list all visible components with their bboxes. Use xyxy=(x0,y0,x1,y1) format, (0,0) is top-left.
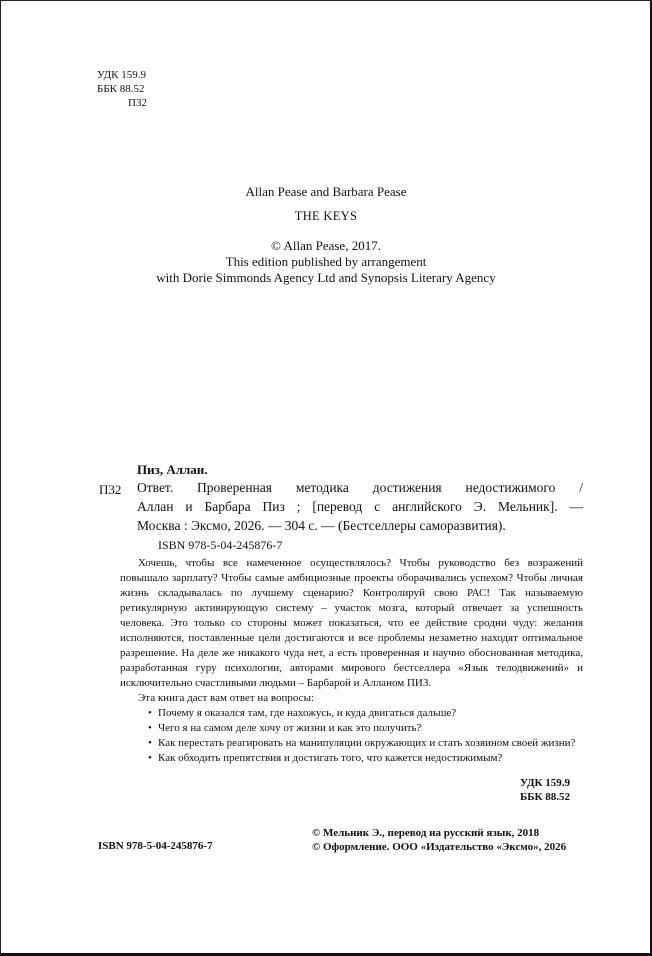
original-authors: Allan Pease and Barbara Pease xyxy=(245,184,407,199)
udk-code: УДК 159.9 xyxy=(97,69,147,81)
footer-copyrights xyxy=(312,826,566,854)
biblio-isbn: ISBN 978-5-04-245876-7 xyxy=(158,538,283,552)
list-item xyxy=(120,736,583,751)
author-mark: П32 xyxy=(128,97,147,109)
original-copyright xyxy=(0,238,652,286)
copyright-translation: © Мельник Э., перевод на русский язык, 2018 xyxy=(312,827,540,839)
original-title: THE KEYS xyxy=(294,209,358,223)
question-text: Как обходить препятствия и достигать того, что кажется недостижимым? xyxy=(158,752,503,764)
footer-isbn: ISBN 978-5-04-245876-7 xyxy=(98,840,213,852)
question-text: Почему я оказался там, где нахожусь, и куда двигаться дальше? xyxy=(158,707,457,719)
bullet-icon: • xyxy=(148,707,152,719)
list-item xyxy=(120,706,583,721)
annotation-paragraph: Хочешь, чтобы все намеченное осуществлялось? Чтобы руководство без возражений повышало зарплату? Чтобы самые амбициозные проекты оборачивались успехом? Чтобы личная жизнь складывалась по лучшему сценарию? Контролируй свою РАС! Так называемую ретикулярную активирующую систему – участок мозга, который отвечает за успешность человека. Это только со стороны может показаться, что ее действие сродни чуду: желания исполняются, поставленные цели достигаются и все проблемы незаметно находят оптимальное разрешение. На деле же никакого чуда нет, а есть проверенная и научно обоснованная методика, разработанная гуру психологии, авторами мирового бестселлера «Язык телодвижений» и исключительно счастливыми людьми – Барбарой и Алланом ПИЗ. xyxy=(120,557,583,689)
question-list xyxy=(120,706,583,766)
biblio-line: Аллан и Барбара Пиз ; [перевод с английского Э. Мельник]. — xyxy=(137,499,583,514)
bottom-classification-codes xyxy=(520,776,570,804)
classification-codes xyxy=(97,68,147,110)
biblio-author-mark: П32 xyxy=(99,482,122,497)
udk-code: УДК 159.9 xyxy=(520,777,571,789)
copyright-line: This edition published by arrangement xyxy=(225,254,427,269)
biblio-line: Ответ. Проверенная методика достижения недостижимого / xyxy=(137,480,583,495)
list-item xyxy=(120,721,583,736)
biblio-description xyxy=(137,478,583,535)
copyright-line: © Allan Pease, 2017. xyxy=(271,238,381,253)
list-item xyxy=(120,751,583,766)
copyright-line: with Dorie Simmonds Agency Ltd and Synopsis Literary Agency xyxy=(156,270,496,285)
bbk-code: ББК 88.52 xyxy=(97,83,145,95)
copyright-design: © Оформление. ООО «Издательство «Эксмо», 2026 xyxy=(312,841,567,853)
question-text: Чего я на самом деле хочу от жизни и как это получить? xyxy=(158,722,422,734)
bullet-icon: • xyxy=(148,752,152,764)
bbk-code: ББК 88.52 xyxy=(520,791,571,803)
bullet-icon: • xyxy=(148,722,152,734)
biblio-author-heading: Пиз, Аллан. xyxy=(137,462,208,477)
annotation-intro: Эта книга даст вам ответ на вопросы: xyxy=(138,692,315,704)
biblio-line: Москва : Эксмо, 2026. — 304 с. — (Бестселлеры саморазвития). xyxy=(137,518,506,533)
annotation xyxy=(120,556,583,766)
question-text: Как перестать реагировать на манипуляции окружающих и стать хозяином своей жизни? xyxy=(158,737,576,749)
bullet-icon: • xyxy=(148,737,152,749)
